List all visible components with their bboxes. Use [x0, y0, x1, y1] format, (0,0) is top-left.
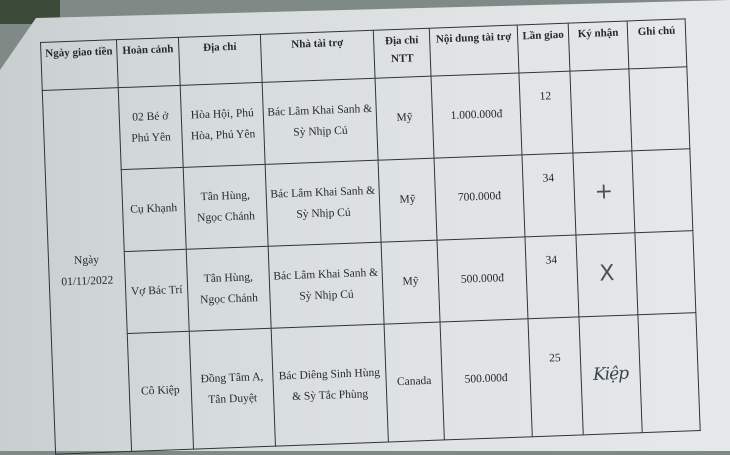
header-sponsor-address: Địa chỉ NTT — [373, 28, 431, 78]
circumstance-cell: 02 Bé ở Phú Yên — [118, 85, 183, 169]
sponsor-cell: Bác Lâm Khai Sanh & Sỳ Nhịp Cú — [268, 242, 384, 328]
header-note: Ghi chú — [627, 19, 687, 69]
address-cell: Hòa Hội, Phú Hòa, Phú Yên — [180, 82, 265, 167]
times-cell: 34 — [522, 153, 576, 237]
content-cell: 500.000đ — [437, 237, 528, 322]
sponsor-cell: Bác Lâm Khai Sanh & Sỳ Nhịp Cú — [262, 78, 378, 164]
sponsor-cell: Bác Lâm Khai Sanh & Sỳ Nhịp Cú — [265, 160, 381, 246]
header-content: Nội dung tài trợ — [429, 25, 519, 76]
times-cell: 34 — [525, 235, 579, 319]
sponsor-address-cell: Mỹ — [375, 76, 434, 160]
header-circumstance: Hoàn cảnh — [116, 37, 180, 87]
times-cell: 12 — [519, 71, 573, 155]
circumstance-cell: Cụ Khạnh — [121, 167, 186, 251]
signature-cell: + — [573, 151, 635, 235]
note-cell — [629, 67, 690, 151]
sponsor-address-cell: Canada — [384, 322, 444, 442]
circumstance-cell: Cô Kiệp — [127, 331, 193, 451]
sponsor-address-cell: Mỹ — [381, 240, 440, 324]
circumstance-cell: Vợ Bác Trí — [124, 249, 189, 333]
header-date: Ngày giao tiền — [41, 40, 119, 91]
header-times: Lần giao — [517, 23, 570, 73]
date-cell: Ngày 01/11/2022 — [42, 88, 131, 455]
sponsor-cell: Bác Diêng Sinh Hùng & Sỳ Tắc Phùng — [271, 324, 388, 446]
table-row — [51, 313, 700, 455]
header-signature: Ký nhận — [568, 21, 629, 71]
content-cell: 1.000.000đ — [431, 73, 522, 158]
document-sheet — [40, 18, 701, 454]
signature-cell: X — [576, 233, 638, 317]
content-cell: 700.000đ — [434, 155, 525, 240]
sponsor-address-cell: Mỹ — [378, 158, 437, 242]
signature-cell — [570, 69, 632, 153]
header-address: Địa chỉ — [178, 34, 262, 85]
address-cell: Đồng Tâm A, Tân Duyệt — [189, 328, 275, 449]
content-cell: 500.000đ — [440, 319, 532, 440]
signature-cell: Kiệp — [579, 315, 642, 435]
address-cell: Tân Hùng, Ngọc Chánh — [186, 246, 271, 331]
donation-table — [40, 18, 701, 454]
times-cell: 25 — [528, 317, 583, 437]
note-cell — [632, 149, 693, 233]
address-cell: Tân Hùng, Ngọc Chánh — [183, 164, 268, 249]
note-cell — [638, 313, 700, 433]
header-sponsor: Nhà tài trợ — [260, 30, 375, 82]
note-cell — [635, 231, 696, 315]
